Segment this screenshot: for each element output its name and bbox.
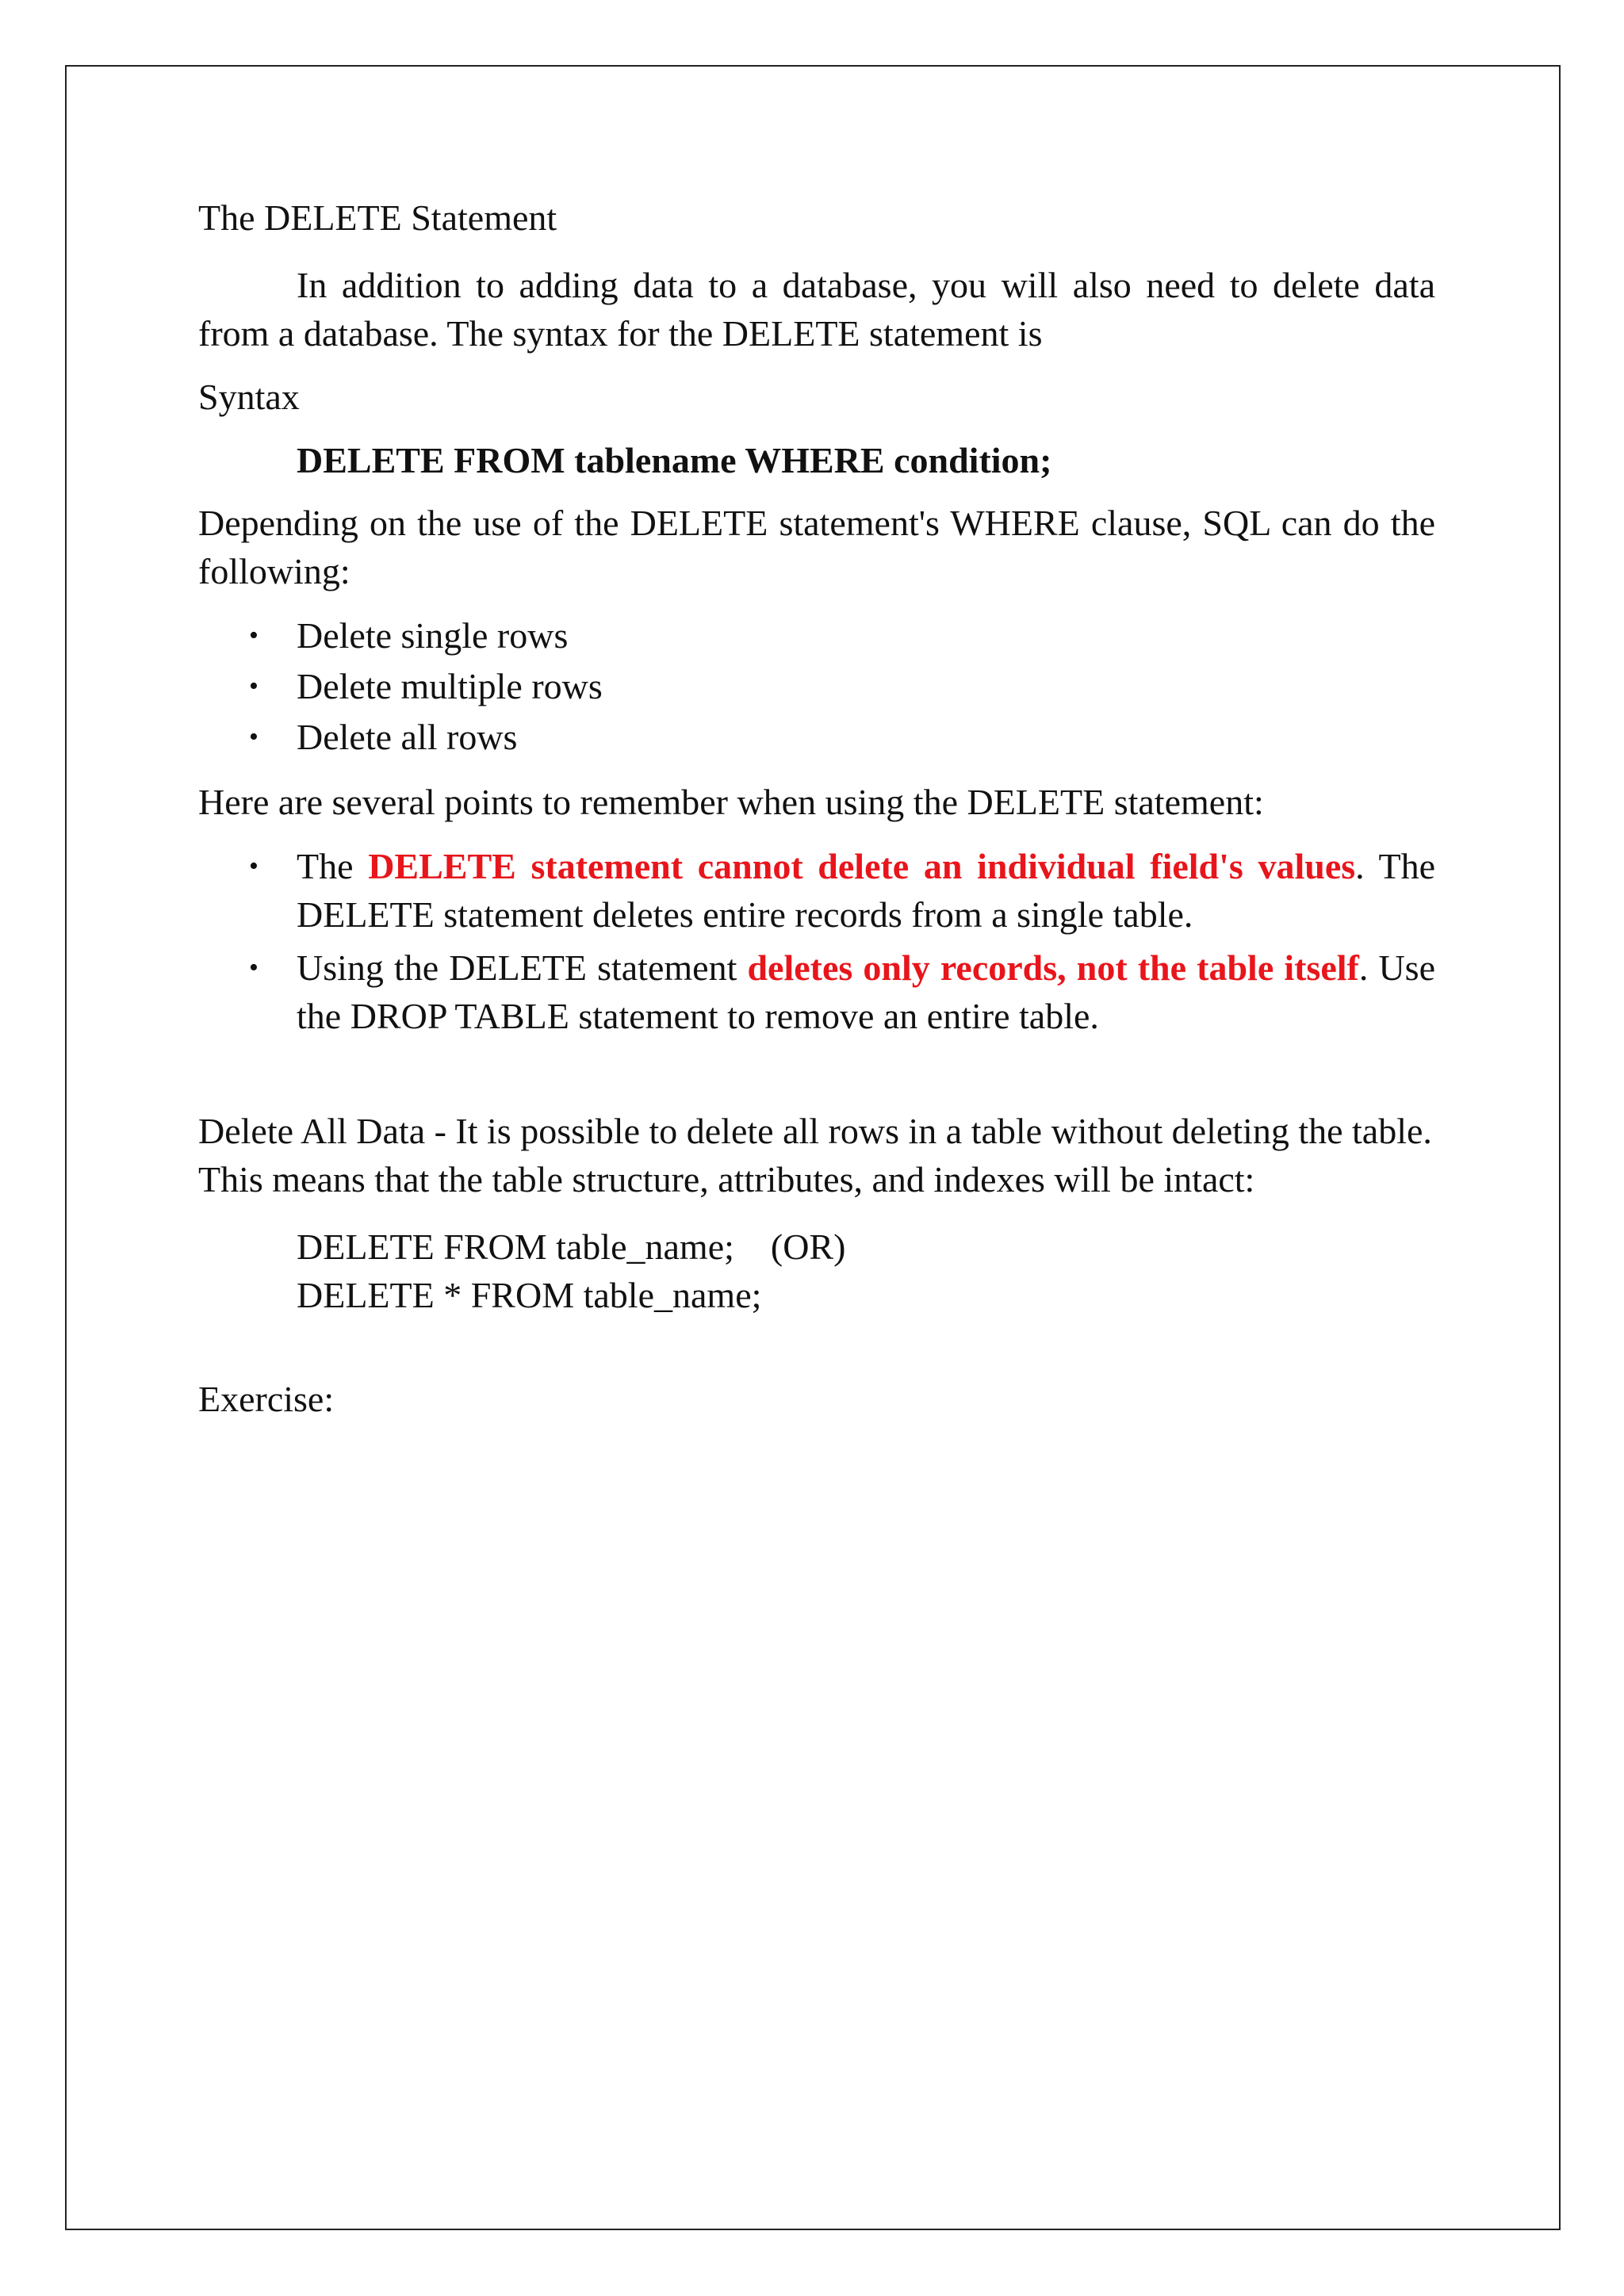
- list-item-text: Delete all rows: [297, 717, 518, 757]
- section-title: The DELETE Statement: [198, 197, 557, 238]
- intro-paragraph: In addition to adding data to a database, you will also need to delete data from a database. The syntax for the DELETE statement is: [198, 265, 1435, 354]
- code-line: DELETE * FROM table_name;: [297, 1275, 762, 1315]
- syntax-code: DELETE FROM tablename WHERE condition;: [297, 440, 1052, 480]
- list-item-text: Delete single rows: [297, 615, 569, 656]
- code-line: DELETE FROM table_name; (OR): [297, 1226, 846, 1267]
- bullet-icon: •: [249, 953, 259, 982]
- bullet-icon: •: [249, 722, 259, 752]
- depending-paragraph: Depending on the use of the DELETE statement's WHERE clause, SQL can do the following:: [198, 503, 1435, 591]
- list-item: [198, 662, 1435, 713]
- points-intro: Here are several points to remember when using the DELETE statement:: [198, 782, 1264, 822]
- list-item: [198, 611, 1435, 662]
- operations-list: [198, 611, 1435, 763]
- code-block: [198, 1223, 1435, 1319]
- point-text-after: . The DELETE statement deletes entire records from a single table.: [297, 846, 1436, 935]
- point-item: [198, 943, 1435, 1040]
- point-highlight: DELETE statement cannot delete an individual field's values: [368, 846, 1356, 886]
- bullet-icon: •: [249, 621, 259, 650]
- points-list: [198, 842, 1435, 1040]
- list-item-text: Delete multiple rows: [297, 666, 603, 706]
- point-text-before: Using the DELETE statement: [297, 947, 748, 988]
- point-item: [198, 842, 1435, 939]
- point-text-after: . Use the DROP TABLE statement to remove an entire table.: [297, 947, 1435, 1036]
- delete-all-paragraph: Delete All Data - It is possible to delete all rows in a table without deleting the table. This means that the table structure, attributes, and indexes will be intact:: [198, 1111, 1432, 1200]
- bullet-icon: •: [249, 672, 259, 701]
- point-highlight: deletes only records, not the table itself: [747, 947, 1359, 988]
- syntax-label: Syntax: [198, 377, 300, 417]
- point-text-before: The: [297, 846, 369, 886]
- bullet-icon: •: [249, 851, 259, 881]
- list-item: [198, 713, 1435, 763]
- document-body: [198, 193, 1435, 1423]
- exercise-heading: Exercise:: [198, 1379, 335, 1419]
